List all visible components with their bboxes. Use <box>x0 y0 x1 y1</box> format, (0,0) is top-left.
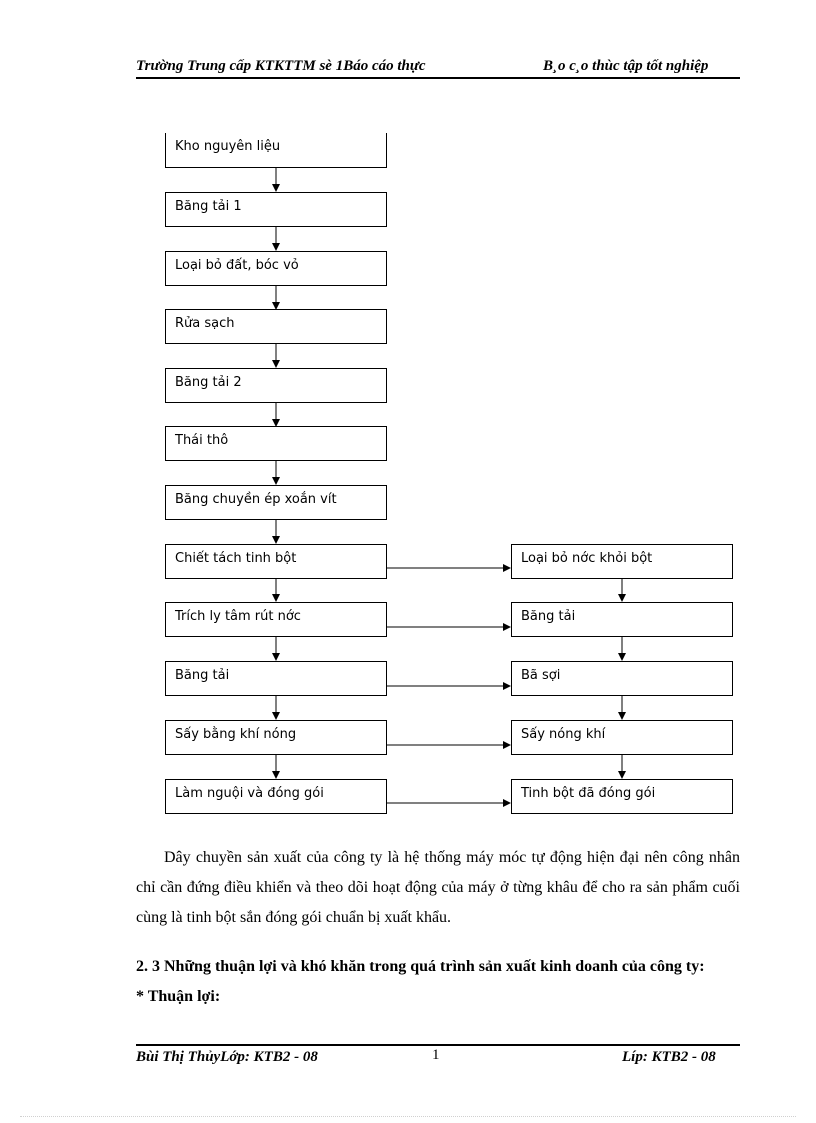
flow-step-tinh-bot-dong-goi: Tinh bột đã đóng gói <box>511 779 733 814</box>
flow-step-lam-nguoi: Làm nguội và đóng gói <box>165 779 387 814</box>
flow-step-bang-tai-2: Băng tải 2 <box>165 368 387 403</box>
flow-step-bang-chuyen-ep: Băng chuyền ép xoắn vít <box>165 485 387 520</box>
header-left-text: Trường Trung cấp KTKTTM sè 1Báo cáo thực <box>136 58 426 74</box>
header-right-text: B¸o c¸o thùc tập tốt nghiệp <box>543 58 709 74</box>
flow-step-bang-tai-1: Băng tải 1 <box>165 192 387 227</box>
footer-rule <box>136 1044 740 1046</box>
footer-right-text: Líp: KTB2 - 08 <box>622 1049 716 1065</box>
footer-left-text: Bùi Thị ThủyLớp: KTB2 - 08 <box>136 1049 318 1065</box>
flow-step-thai-tho: Thái thô <box>165 426 387 461</box>
page-number: 1 <box>432 1047 440 1063</box>
flow-step-rua-sach: Rửa sạch <box>165 309 387 344</box>
flow-step-kho-nguyen-lieu: Kho nguyên liệu <box>165 133 387 168</box>
flow-step-say-khi-nong: Sấy bằng khí nóng <box>165 720 387 755</box>
section-heading: 2. 3 Những thuận lợi và khó khăn trong quá trình sản xuất kinh doanh của công ty: <box>136 958 705 975</box>
page-bottom-edge <box>20 1116 796 1117</box>
body-paragraph: Dây chuyền sản xuất của công ty là hệ thống máy móc tự động hiện đại nên công nhân chỉ cần đứng điều khiển và theo dõi hoạt động của máy ở từng khâu để cho ra sản phẩm cuối cùng là tinh bột sắn đóng gói chuẩn bị xuất khẩu. <box>136 849 740 926</box>
flow-step-loai-bo-nuoc: Loại bỏ nớc khỏi bột <box>511 544 733 579</box>
flow-step-loai-bo-dat: Loại bỏ đất, bóc vỏ <box>165 251 387 286</box>
flow-step-ba-soi: Bã sợi <box>511 661 733 696</box>
flow-step-trich-ly-tam: Trích ly tâm rút nớc <box>165 602 387 637</box>
flow-step-say-nong-khi: Sấy nóng khí <box>511 720 733 755</box>
flow-step-bang-tai: Băng tải <box>165 661 387 696</box>
flow-step-bang-tai-right: Băng tải <box>511 602 733 637</box>
section-subheading: * Thuận lợi: <box>136 988 221 1005</box>
flow-step-chiet-tach: Chiết tách tinh bột <box>165 544 387 579</box>
